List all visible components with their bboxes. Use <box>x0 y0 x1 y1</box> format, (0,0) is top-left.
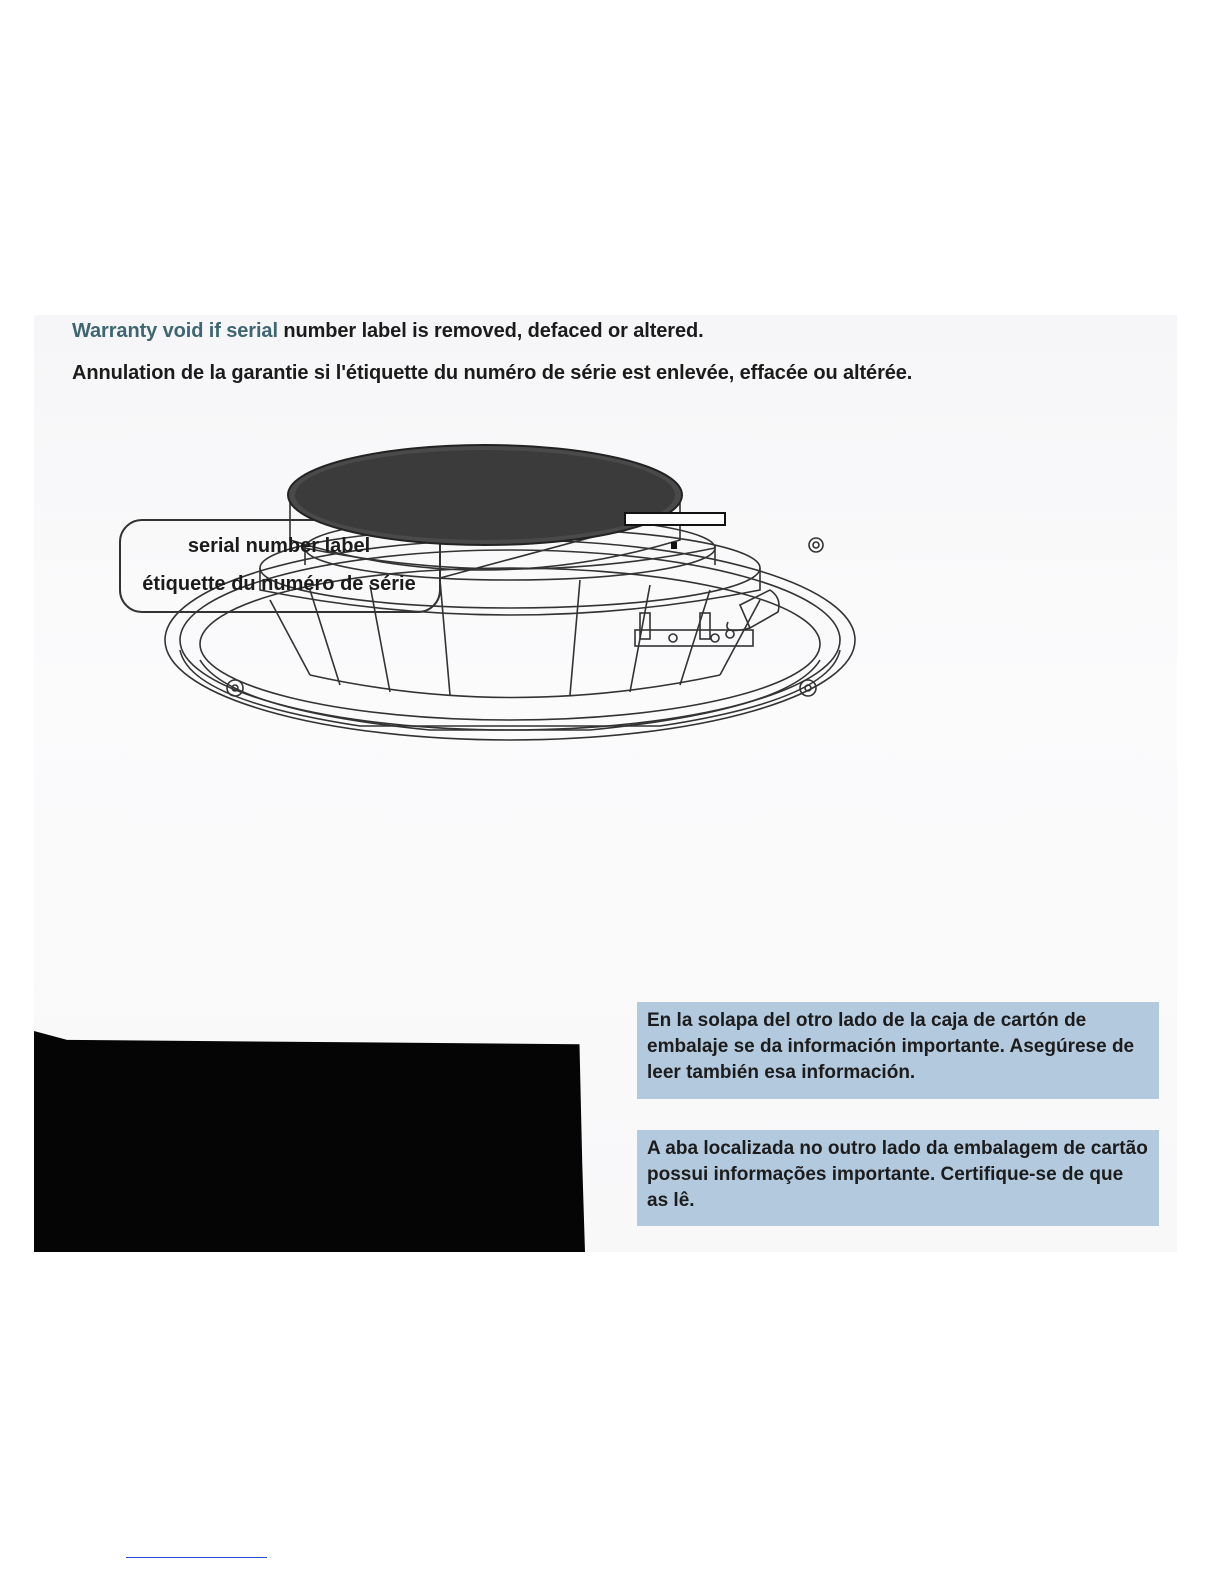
notice-text-pt: A aba localizada no outro lado da embalagem de cartão possui informações importante. Certifique-se de que as lê. <box>647 1138 1148 1211</box>
callout-label-en: serial number label <box>187 535 371 557</box>
speaker-illustration <box>110 440 910 760</box>
terminal-block <box>635 630 753 646</box>
callout-label-fr: étiquette du numéro de série <box>142 573 416 595</box>
notice-text-es: En la solapa del otro lado de la caja de cartón de embalaje se da información importante. Asegúrese de leer también esa información. <box>647 1010 1135 1083</box>
warranty-notice-fr: Annulation de la garantie si l'étiquette du numéro de série est enlevée, effacée ou altérée. <box>72 362 913 384</box>
warranty-rest: number label is removed, defaced or altered. <box>277 320 704 342</box>
warranty-highlight: Warranty void if serial <box>72 320 278 342</box>
warranty-notice-en <box>72 320 704 343</box>
notice-box-es <box>637 1002 1159 1099</box>
serial-number-label <box>625 513 725 525</box>
mount-hole <box>809 538 823 552</box>
footer-link-underline[interactable] <box>126 1557 267 1558</box>
capacitor <box>740 590 779 628</box>
redacted-area <box>34 1031 585 1252</box>
notice-box-pt <box>637 1130 1159 1226</box>
